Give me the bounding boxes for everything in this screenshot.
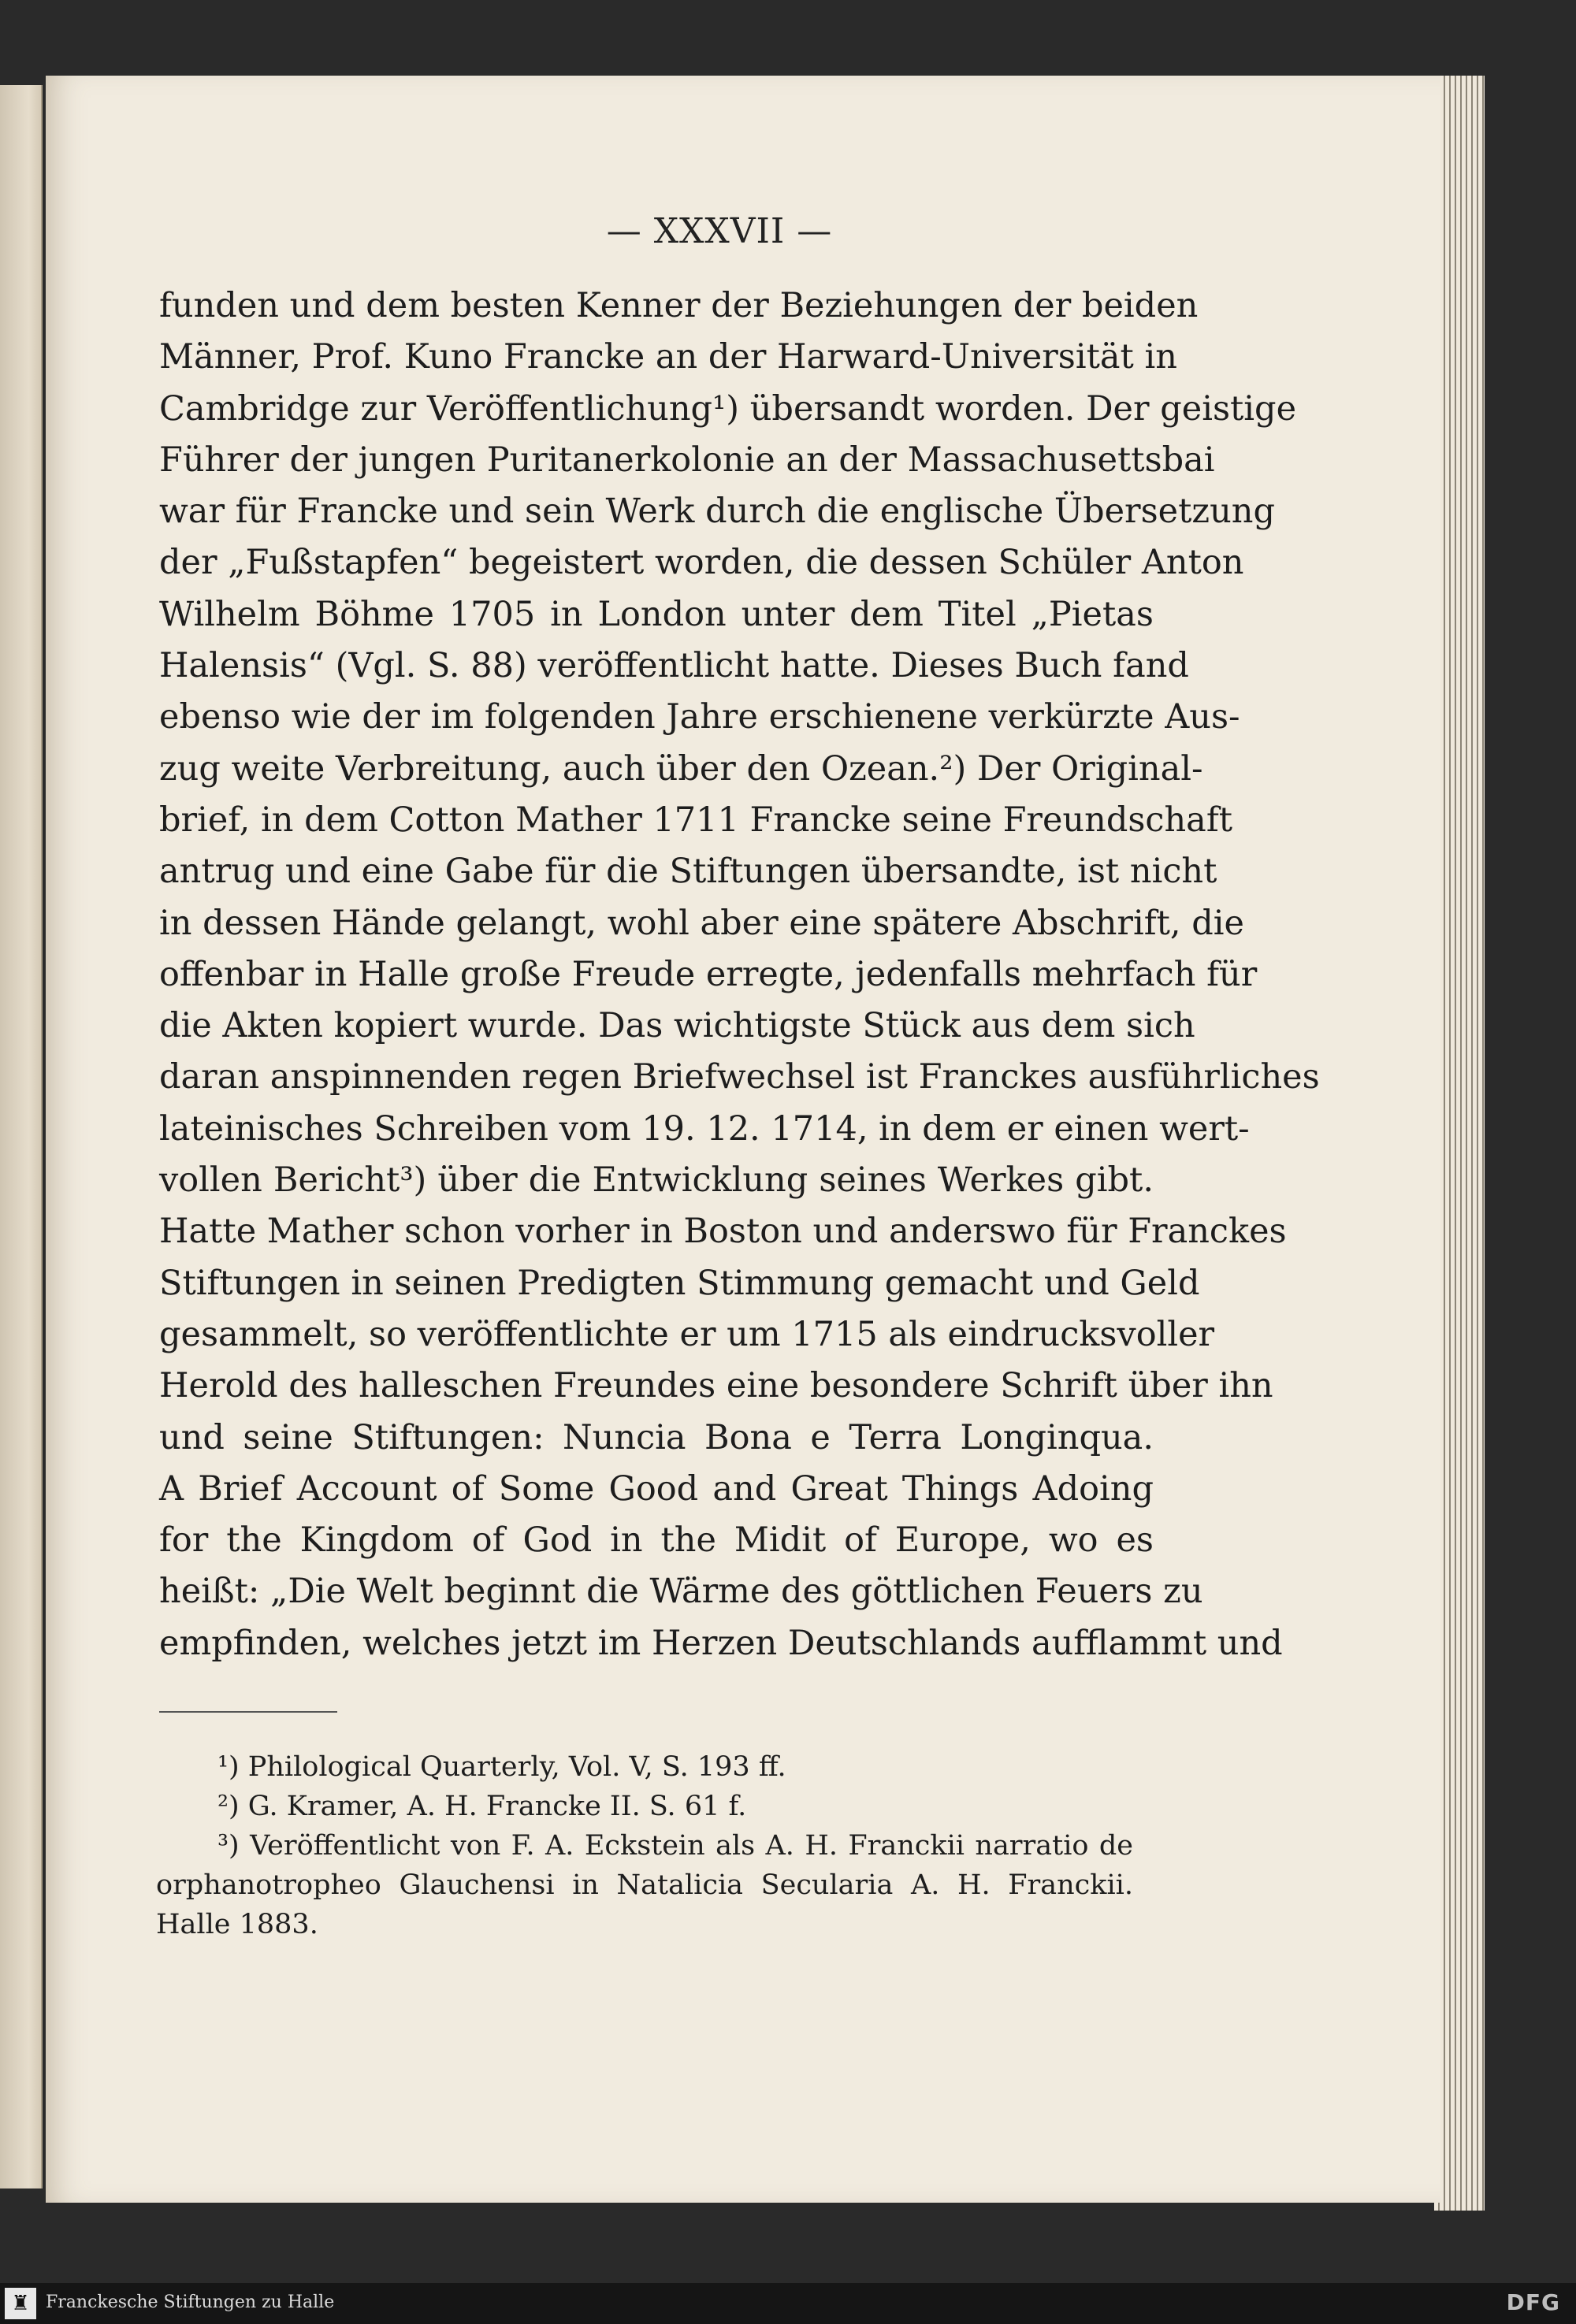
body-line: Hatte Mather schon vorher in Boston und anderswo für Franckes (159, 1212, 1287, 1252)
body-line: Stiftungen in seinen Predigten Stimmung gemacht und Geld (159, 1263, 1200, 1303)
body-line: zug weite Verbreitung, auch über den Ozean.²) Der Original- (159, 748, 1203, 789)
body-line: Wilhelm Böhme 1705 in London unter dem Titel „Pietas (159, 594, 1154, 634)
body-line: gesammelt, so veröffentlichte er um 1715 als eindrucksvoller (159, 1314, 1215, 1354)
footnote-3-line-1: ³) Veröffentlicht von F. A. Eckstein als A. H. Franckii narratio de (217, 1830, 1133, 1862)
body-line: war für Francke und sein Werk durch die englische Übersetzung (159, 492, 1275, 532)
body-text (159, 280, 1320, 1669)
footnotes (156, 1747, 1133, 1944)
body-line: empfinden, welches jetzt im Herzen Deutschlands aufflammt und (159, 1623, 1283, 1663)
body-line: der „Fußstapfen“ begeistert worden, die dessen Schüler Anton (159, 543, 1244, 583)
body-line: Führer der jungen Puritanerkolonie an der Massachusettsbai (159, 440, 1215, 480)
body-line: brief, in dem Cotton Mather 1711 Francke seine Freundschaft (159, 800, 1233, 840)
page-stack-edges (1434, 76, 1485, 2211)
body-line: heißt: „Die Welt beginnt die Wärme des göttlichen Feuers zu (159, 1572, 1203, 1612)
body-line: Männer, Prof. Kuno Francke an der Harward-Universität in (159, 337, 1177, 377)
body-line: Halensis“ (Vgl. S. 88) veröffentlicht hatte. Dieses Buch fand (159, 646, 1189, 686)
footer-institution: Franckesche Stiftungen zu Halle (46, 2292, 335, 2312)
footnote-2: ²) G. Kramer, A. H. Francke II. S. 61 f. (217, 1791, 747, 1822)
body-line: Herold des halleschen Freundes eine besondere Schrift über ihn (159, 1366, 1273, 1406)
body-line: antrug und eine Gabe für die Stiftungen übersandte, ist nicht (159, 852, 1217, 892)
footnote-3-line-3: Halle 1883. (156, 1909, 318, 1940)
body-line: die Akten kopiert wurde. Das wichtigste Stück aus dem sich (159, 1006, 1195, 1046)
body-line: A Brief Account of Some Good and Great Things Adoing (159, 1468, 1154, 1509)
body-line: funden und dem besten Kenner der Beziehungen der beiden (159, 286, 1199, 325)
footnote-3-line-2: orphanotropheo Glauchensi in Natalicia Secularia A. H. Franckii. (156, 1869, 1133, 1901)
body-line: vollen Bericht³) über die Entwicklung seines Werkes gibt. (159, 1160, 1154, 1201)
body-line: Cambridge zur Veröffentlichung¹) übersandt worden. Der geistige (159, 388, 1297, 429)
dfg-logo: DFG (1506, 2289, 1560, 2315)
body-line: offenbar in Halle große Freude erregte, jedenfalls mehrfach für (159, 954, 1258, 994)
page-number: — XXXVII — (606, 211, 833, 251)
body-line: lateinisches Schreiben vom 19. 12. 1714, in dem er einen wert- (159, 1108, 1250, 1149)
footnote-1: ¹) Philological Quarterly, Vol. V, S. 193 ff. (217, 1751, 786, 1783)
body-line: for the Kingdom of God in the Midit of Europe, wo es (159, 1520, 1154, 1561)
body-line: in dessen Hände gelangt, wohl aber eine spätere Abschrift, die (159, 903, 1244, 943)
body-line: ebenso wie der im folgenden Jahre erschienene verkürzte Aus- (159, 697, 1240, 737)
body-line: und seine Stiftungen: Nuncia Bona e Terra Longinqua. (159, 1417, 1154, 1457)
body-line: daran anspinnenden regen Briefwechsel ist Franckes ausführliches (159, 1057, 1320, 1097)
footnote-divider (159, 1711, 337, 1713)
previous-page-edge (0, 85, 43, 2188)
institution-logo-icon: ♜ (5, 2288, 36, 2319)
